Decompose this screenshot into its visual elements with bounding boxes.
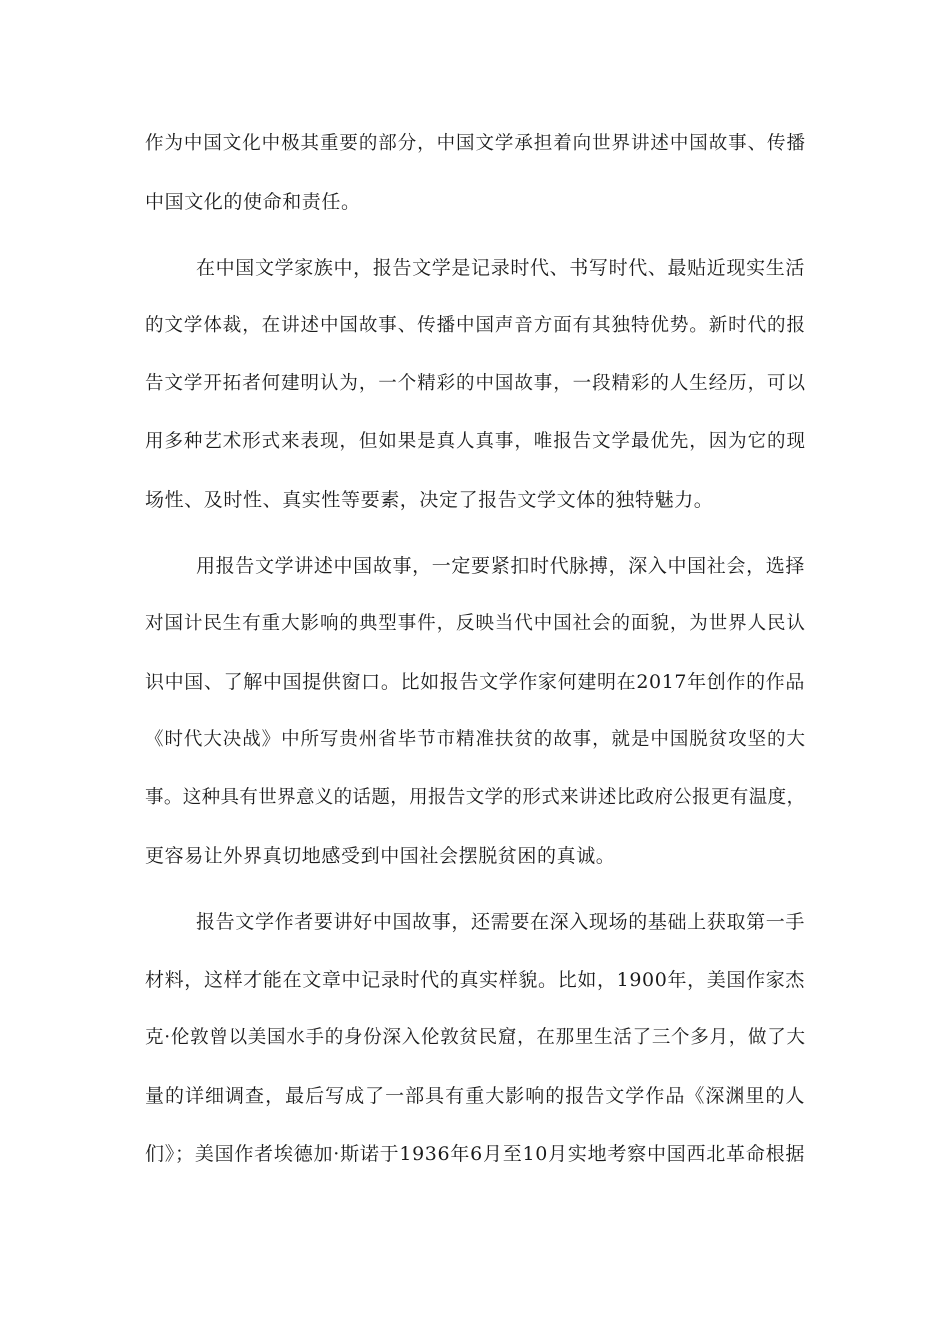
paragraph-first-line: 报告文学作者要讲好中国故事，还需要在深入现场的基础上获取第一手 xyxy=(196,911,805,933)
text-line: 《时代大决战》中所写贵州省毕节市精准扶贫的故事，就是中国脱贫攻坚的大 xyxy=(145,729,805,750)
text-line: 用多种艺术形式来表现，但如果是真人真事，唯报告文学最优先，因为它的现 xyxy=(145,431,805,452)
text-line: 们》；美国作者埃德加·斯诺于1936年6月至10月实地考察中国西北革命根据 xyxy=(145,1143,805,1165)
text-line: 材料，这样才能在文章中记录时代的真实样貌。比如，1900年，美国作家杰 xyxy=(145,969,805,991)
text-line: 识中国、了解中国提供窗口。比如报告文学作家何建明在2017年创作的作品 xyxy=(145,671,805,693)
text-line: 克·伦敦曾以美国水手的身份深入伦敦贫民窟，在那里生活了三个多月，做了大 xyxy=(145,1027,805,1048)
paragraph-first-line: 用报告文学讲述中国故事，一定要紧扣时代脉搏，深入中国社会，选择 xyxy=(196,555,805,577)
text-line: 作为中国文化中极其重要的部分，中国文学承担着向世界讲述中国故事、传播 xyxy=(145,133,805,154)
paragraph-first-line: 在中国文学家族中，报告文学是记录时代、书写时代、最贴近现实生活 xyxy=(196,257,805,279)
text-line: 中国文化的使命和责任。 xyxy=(145,191,361,213)
text-line: 更容易让外界真切地感受到中国社会摆脱贫困的真诚。 xyxy=(145,845,616,867)
text-line: 场性、及时性、真实性等要素，决定了报告文学文体的独特魅力。 xyxy=(145,489,714,511)
text-line: 对国计民生有重大影响的典型事件，反映当代中国社会的面貌，为世界人民认 xyxy=(145,613,805,634)
text-line: 事。这种具有世界意义的话题，用报告文学的形式来讲述比政府公报更有温度， xyxy=(145,787,805,808)
text-line: 的文学体裁，在讲述中国故事、传播中国声音方面有其独特优势。新时代的报 xyxy=(145,315,805,336)
text-line: 量的详细调查，最后写成了一部具有重大影响的报告文学作品《深渊里的人 xyxy=(145,1085,805,1107)
text-line: 告文学开拓者何建明认为，一个精彩的中国故事，一段精彩的人生经历，可以 xyxy=(145,373,805,394)
